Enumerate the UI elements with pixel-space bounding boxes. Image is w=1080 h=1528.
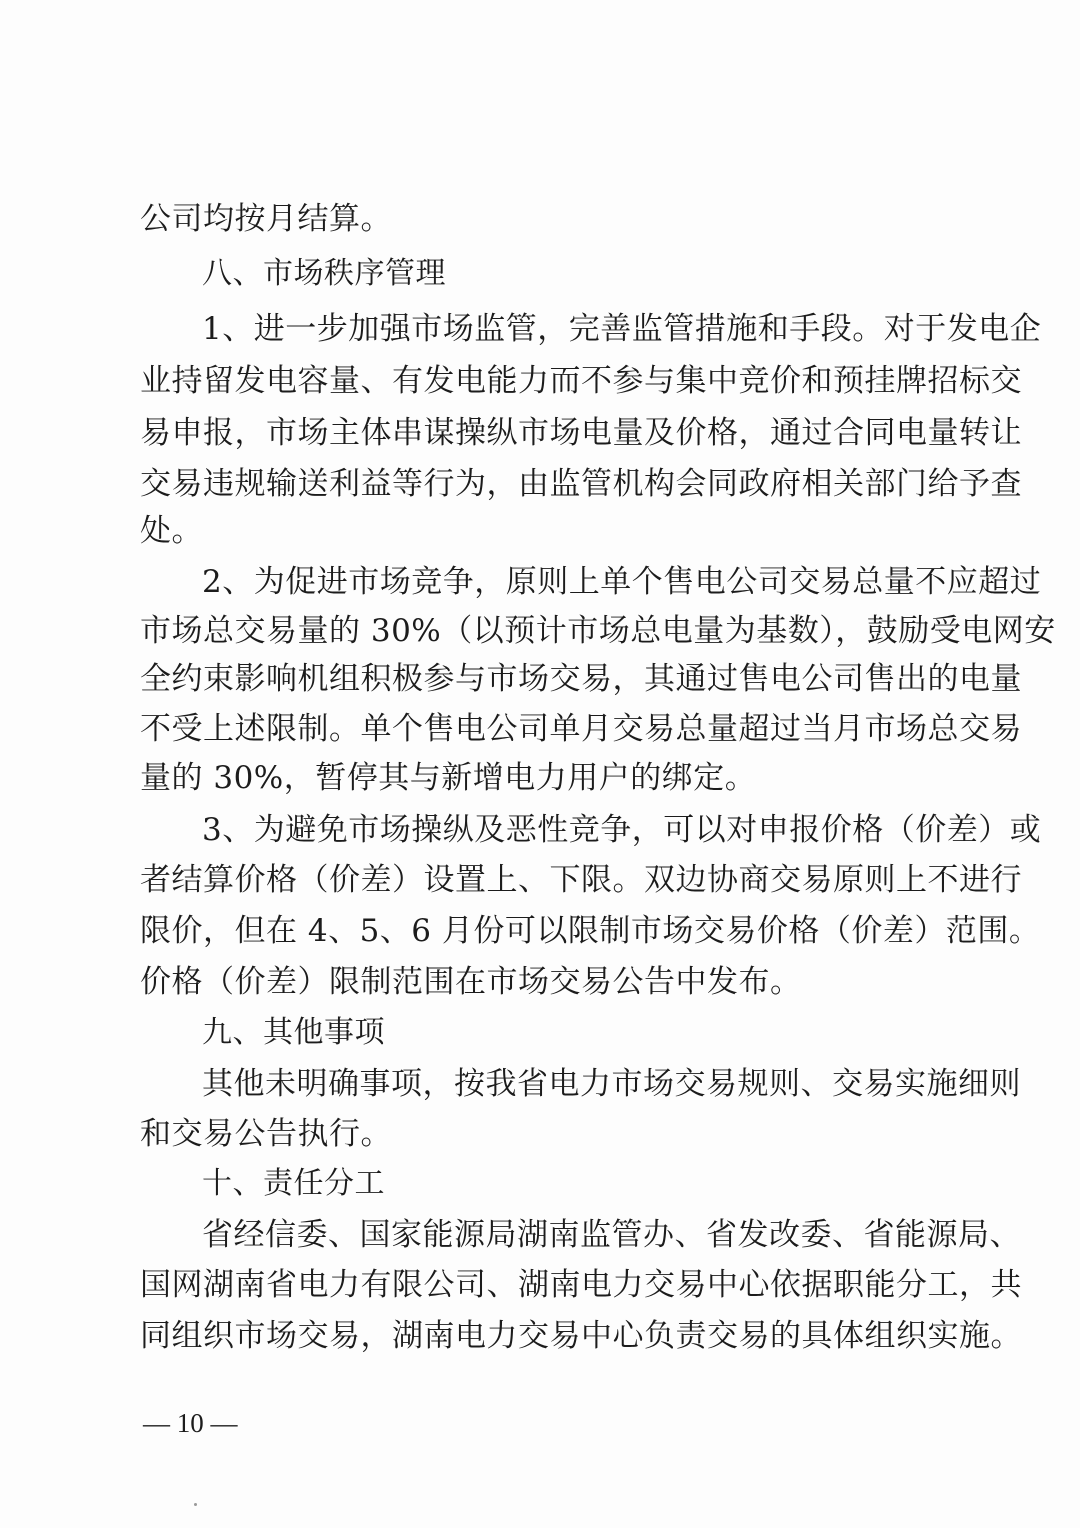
page-number: — 10 — xyxy=(143,1408,238,1438)
paragraph-line: 不受上述限制。单个售电公司单月交易总量超过当月市场总交易 xyxy=(140,711,1022,747)
paragraph-line: 限价，但在 4、5、6 月份可以限制市场交易价格（价差）范围。 xyxy=(140,913,1041,949)
paragraph-line: 其他未明确事项，按我省电力市场交易规则、交易实施细则 xyxy=(202,1066,1021,1102)
section-heading-8: 八、市场秩序管理 xyxy=(202,256,446,291)
paragraph-line: 交易违规输送利益等行为，由监管机构会同政府相关部门给予查 xyxy=(140,466,1022,502)
paragraph-line: 易申报，市场主体串谋操纵市场电量及价格，通过合同电量转让 xyxy=(140,415,1022,451)
paragraph-line: 同组织市场交易，湖南电力交易中心负责交易的具体组织实施。 xyxy=(140,1318,1022,1354)
scan-speck xyxy=(194,1503,197,1506)
paragraph-line: 公司均按月结算。 xyxy=(140,201,392,237)
section-heading-9: 九、其他事项 xyxy=(202,1015,385,1050)
section-heading-10: 十、责任分工 xyxy=(202,1166,385,1201)
paragraph-line: 处。 xyxy=(140,513,203,549)
paragraph-line: 价格（价差）限制范围在市场交易公告中发布。 xyxy=(140,964,802,1000)
paragraph-line: 2、为促进市场竞争，原则上单个售电公司交易总量不应超过 xyxy=(202,564,1042,600)
paragraph-line: 业持留发电容量、有发电能力而不参与集中竞价和预挂牌招标交 xyxy=(140,363,1022,399)
paragraph-line: 全约束影响机组积极参与市场交易，其通过售电公司售出的电量 xyxy=(140,661,1022,697)
paragraph-line: 者结算价格（价差）设置上、下限。双边协商交易原则上不进行 xyxy=(140,862,1022,898)
paragraph-line: 量的 30%，暂停其与新增电力用户的绑定。 xyxy=(140,760,757,796)
paragraph-line: 省经信委、国家能源局湖南监管办、省发改委、省能源局、 xyxy=(202,1217,1021,1253)
paragraph-line: 1、进一步加强市场监管，完善监管措施和手段。对于发电企 xyxy=(202,311,1042,347)
paragraph-line: 国网湖南省电力有限公司、湖南电力交易中心依据职能分工，共 xyxy=(140,1267,1022,1303)
paragraph-line: 3、为避免市场操纵及恶性竞争，可以对申报价格（价差）或 xyxy=(202,812,1042,848)
paragraph-line: 和交易公告执行。 xyxy=(140,1116,392,1152)
paragraph-line: 市场总交易量的 30%（以预计市场总电量为基数），鼓励受电网安 xyxy=(140,613,1056,649)
